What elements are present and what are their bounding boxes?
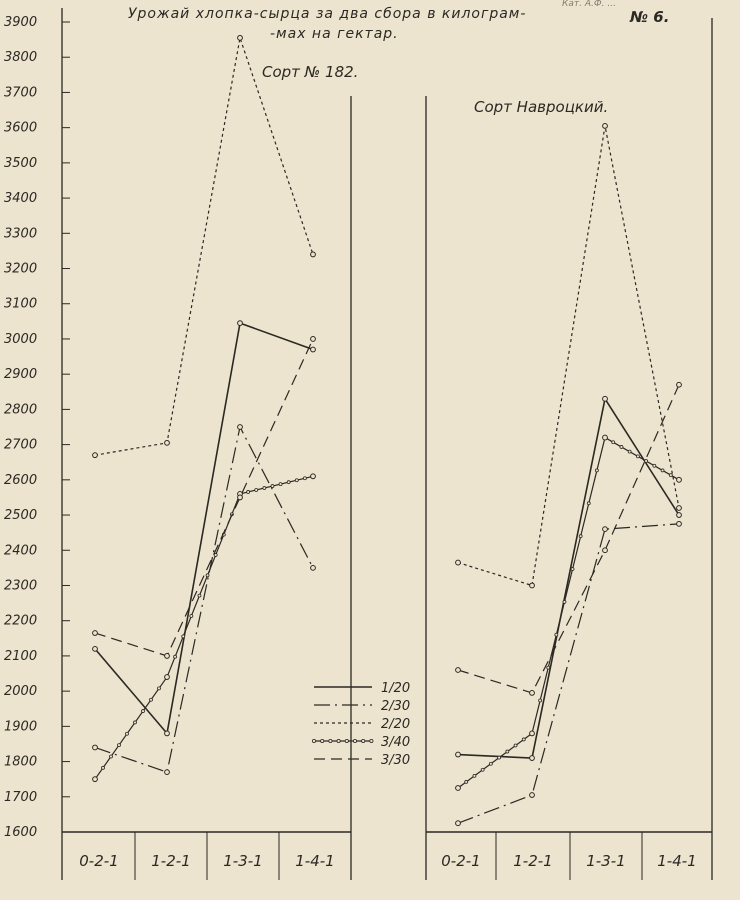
panel-label-right: Сорт Навроцкий. bbox=[474, 98, 609, 116]
left-series-s3_40-marker bbox=[279, 483, 282, 486]
right-series-s2_30-point bbox=[677, 521, 682, 526]
right-series-s3_40-point bbox=[603, 435, 608, 440]
right-series-s2_20-point bbox=[530, 583, 535, 588]
figure-number: № 6. bbox=[630, 8, 670, 26]
left-series-s3_40-marker bbox=[190, 615, 193, 618]
right-category-label: 1-2-1 bbox=[513, 852, 553, 870]
y-tick-label: 2200 bbox=[4, 613, 38, 629]
left-series-s3_40-marker bbox=[134, 721, 137, 724]
chart-title-line-2: -мах на гектар. bbox=[270, 26, 399, 42]
right-category-label: 1-4-1 bbox=[657, 852, 697, 870]
left-series-s2_30-point bbox=[165, 770, 170, 775]
left-series-s1_20-point bbox=[165, 731, 170, 736]
right-series-s3_40-marker bbox=[489, 762, 492, 765]
left-series-s3_40-marker bbox=[158, 687, 161, 690]
legend-swatch-marker bbox=[321, 739, 324, 742]
right-category-label: 1-3-1 bbox=[586, 852, 626, 870]
right-series-s2_30-point bbox=[530, 793, 535, 798]
legend-label-s2_20: 2/20 bbox=[381, 717, 411, 732]
left-series-s2_20-point bbox=[311, 252, 316, 257]
left-series-s3_40-marker bbox=[182, 635, 185, 638]
y-tick-label: 3900 bbox=[4, 15, 38, 30]
left-series-s3_40-marker bbox=[303, 477, 306, 480]
y-tick-label: 2500 bbox=[4, 508, 38, 524]
left-series-s3_40-marker bbox=[102, 766, 105, 769]
y-tick-label: 1800 bbox=[4, 754, 38, 770]
right-series-s3_40-marker bbox=[522, 738, 525, 741]
left-series-s3_30-point bbox=[165, 654, 170, 659]
right-series-s3_40-marker bbox=[620, 445, 623, 448]
right-series-s3_40-marker bbox=[498, 756, 501, 759]
left-series-s1_20-point bbox=[93, 646, 98, 651]
y-tick-label: 3300 bbox=[4, 226, 38, 242]
corner-note: Кат. А.Ф. ... bbox=[562, 0, 616, 9]
right-series-s3_40-marker bbox=[628, 450, 631, 453]
left-series-s3_40-marker bbox=[142, 710, 145, 713]
right-series-s3_30-point bbox=[530, 690, 535, 695]
left-series-s3_40-marker bbox=[287, 481, 290, 484]
left-series-s3_40-marker bbox=[126, 732, 129, 735]
panel-label-left: Сорт № 182. bbox=[262, 63, 359, 81]
left-series-s3_30-point bbox=[311, 337, 316, 342]
left-series-s3_40-marker bbox=[110, 755, 113, 758]
right-series-s3_40-marker bbox=[465, 780, 468, 783]
left-category-label: 0-2-1 bbox=[79, 852, 119, 870]
right-series-s3_40-marker bbox=[579, 535, 582, 538]
legend-label-s3_30: 3/30 bbox=[381, 753, 411, 768]
legend-swatch-marker bbox=[345, 739, 348, 742]
y-tick-label: 3000 bbox=[4, 331, 38, 347]
right-series-s1_20-point bbox=[530, 756, 535, 761]
right-series-s3_30-point bbox=[456, 668, 461, 673]
chart-title-line-1: Урожай хлопка-сырца за два сбора в килограм- bbox=[128, 6, 527, 22]
legend-label-s2_30: 2/30 bbox=[381, 699, 411, 714]
right-series-s3_40-marker bbox=[514, 744, 517, 747]
y-tick-label: 1900 bbox=[4, 719, 38, 735]
left-series-s1_20-point bbox=[238, 321, 243, 326]
right-series-s1_20-point bbox=[456, 752, 461, 757]
right-series-s3_40-marker bbox=[571, 568, 574, 571]
left-category-label: 1-3-1 bbox=[223, 852, 263, 870]
right-series-s3_40-point bbox=[456, 786, 461, 791]
left-series-s2_30-point bbox=[311, 565, 316, 570]
right-series-s3_40-marker bbox=[645, 460, 648, 463]
left-series-s3_40-marker bbox=[206, 574, 209, 577]
right-series-s1_20-point bbox=[603, 396, 608, 401]
right-series-s2_30-point bbox=[603, 527, 608, 532]
left-series-s3_40-point bbox=[165, 675, 170, 680]
left-category-label: 1-4-1 bbox=[295, 852, 335, 870]
legend-swatch-marker bbox=[337, 739, 340, 742]
left-series-s3_40-marker bbox=[150, 698, 153, 701]
right-series-s3_30-point bbox=[677, 382, 682, 387]
y-tick-label: 2100 bbox=[4, 648, 38, 664]
left-series-s2_30-point bbox=[238, 425, 243, 430]
right-series-s3_40-marker bbox=[669, 474, 672, 477]
y-tick-label: 3600 bbox=[4, 120, 38, 136]
left-series-s2_30-point bbox=[93, 745, 98, 750]
right-series-s3_40-marker bbox=[506, 750, 509, 753]
left-series-s3_40-point bbox=[93, 777, 98, 782]
left-category-label: 1-2-1 bbox=[151, 852, 191, 870]
left-series-s3_40-marker bbox=[174, 655, 177, 658]
legend-swatch-marker bbox=[329, 739, 332, 742]
y-tick-label: 3500 bbox=[4, 155, 38, 171]
left-series-s3_40-marker bbox=[247, 490, 250, 493]
y-tick-label: 2900 bbox=[4, 367, 38, 383]
right-series-s2_20-point bbox=[456, 560, 461, 565]
right-series-s3_40-point bbox=[677, 477, 682, 482]
y-tick-label: 3800 bbox=[4, 50, 38, 66]
right-category-label: 0-2-1 bbox=[441, 852, 481, 870]
left-series-s3_40-point bbox=[311, 474, 316, 479]
right-series-s3_40-marker bbox=[587, 502, 590, 505]
left-series-s3_40-marker bbox=[198, 594, 201, 597]
legend-label-s3_40: 3/40 bbox=[381, 735, 411, 750]
right-series-s3_40-marker bbox=[547, 666, 550, 669]
right-series-s3_40-marker bbox=[595, 469, 598, 472]
legend-swatch-marker bbox=[362, 739, 365, 742]
y-tick-label: 1700 bbox=[4, 789, 38, 805]
y-tick-label: 2300 bbox=[4, 578, 38, 594]
left-series-s2_20-point bbox=[238, 35, 243, 40]
left-series-s1_20-point bbox=[311, 347, 316, 352]
left-series-s3_30-point bbox=[238, 495, 243, 500]
left-series-s3_40-marker bbox=[118, 744, 121, 747]
y-tick-label: 2700 bbox=[4, 437, 38, 453]
left-series-s3_40-marker bbox=[295, 479, 298, 482]
right-series-s2_30-point bbox=[456, 821, 461, 826]
right-series-s3_30-point bbox=[603, 548, 608, 553]
y-tick-label: 2400 bbox=[4, 543, 38, 559]
left-series-s3_40-marker bbox=[271, 485, 274, 488]
left-series-s3_30-point bbox=[93, 631, 98, 636]
y-tick-label: 3700 bbox=[4, 85, 38, 101]
right-series-s3_40-marker bbox=[661, 469, 664, 472]
legend-swatch-marker bbox=[312, 739, 315, 742]
right-series-s3_40-point bbox=[530, 731, 535, 736]
right-series-s3_40-marker bbox=[539, 699, 542, 702]
right-series-s3_40-marker bbox=[612, 441, 615, 444]
right-series-s3_40-marker bbox=[555, 633, 558, 636]
legend-label-s1_20: 1/20 bbox=[381, 681, 411, 696]
left-series-s2_20-point bbox=[165, 440, 170, 445]
y-tick-label: 2600 bbox=[4, 472, 38, 488]
right-series-s3_40-marker bbox=[653, 464, 656, 467]
right-series-s3_40-marker bbox=[563, 600, 566, 603]
y-tick-label: 2800 bbox=[4, 402, 38, 418]
legend-swatch-marker bbox=[370, 739, 373, 742]
y-tick-label: 3100 bbox=[4, 296, 38, 312]
right-series-s3_40-marker bbox=[481, 768, 484, 771]
y-tick-label: 1600 bbox=[4, 825, 38, 840]
right-series-s2_20-point bbox=[603, 123, 608, 128]
y-tick-label: 3200 bbox=[4, 261, 38, 277]
right-series-s2_20-point bbox=[677, 506, 682, 511]
right-series-s3_40-marker bbox=[636, 455, 639, 458]
right-series-s3_40-marker bbox=[473, 774, 476, 777]
left-series-s3_40-marker bbox=[263, 487, 266, 490]
right-series-s1_20-point bbox=[677, 513, 682, 518]
y-tick-label: 3400 bbox=[4, 191, 38, 207]
left-series-s2_20-point bbox=[93, 453, 98, 458]
y-tick-label: 2000 bbox=[4, 684, 38, 700]
left-series-s3_40-marker bbox=[255, 489, 258, 492]
legend-swatch-marker bbox=[353, 739, 356, 742]
